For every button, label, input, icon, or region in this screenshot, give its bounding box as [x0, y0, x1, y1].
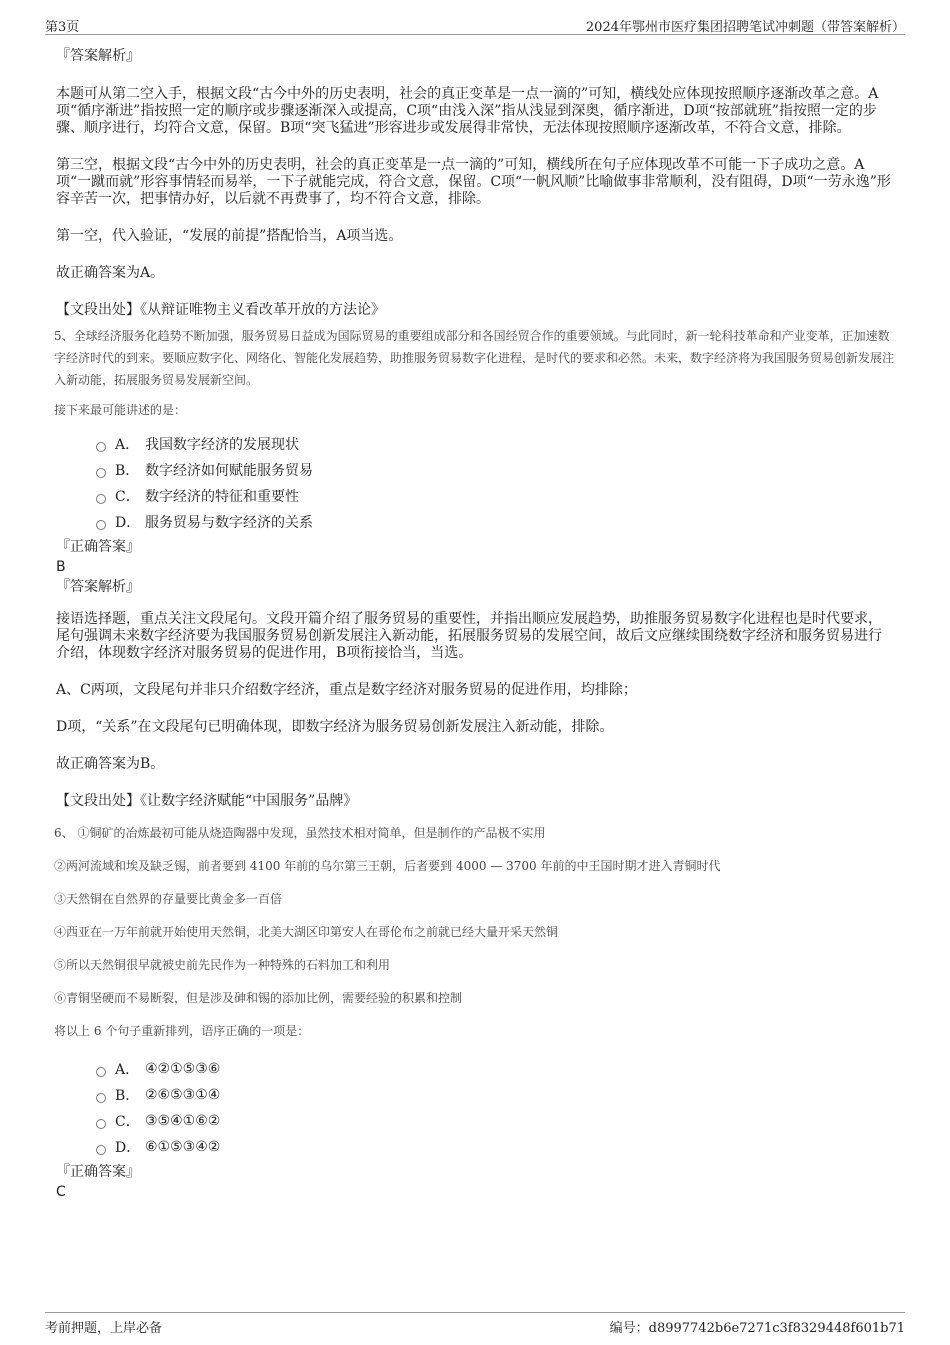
- q6-options: [56, 1056, 894, 1160]
- q4-explain-para3: 第一空，代入验证，“发展的前提”搭配恰当，A项当选。: [56, 228, 403, 244]
- q6-prompt: 将以上 6 个句子重新排列，语序正确的一项是：: [54, 1024, 310, 1038]
- q5-option-c[interactable]: C． 数字经济的特征和重要性: [96, 483, 894, 509]
- q5-option-b[interactable]: B． 数字经济如何赋能服务贸易: [96, 457, 894, 483]
- q4-explain-header: 『答案解析』: [56, 48, 140, 64]
- page-header: [45, 12, 905, 35]
- q5-option-a[interactable]: A． 我国数字经济的发展现状: [96, 431, 894, 457]
- q4-explain-para2: 第三空，根据文段“古今中外的历史表明，社会的真正变革是一点一滴的”可知，横线所在句子应体现改革不可能一下子成功之意。A项“一蹴而就”形容事情轻而易举，一下子就能完成，符合文意，保留。C项“一帆风顺”比喻做事非常顺利，没有阻碍，D项“一劳永逸”形容辛苦一次，把事情办好，以后就不再费事了，均不符合文意，排除。: [56, 157, 891, 207]
- q6-sentence-5: ⑤所以天然铜很早就被史前先民作为一种特殊的石料加工和利用: [54, 958, 391, 972]
- document-title: 2024年鄂州市医疗集团招聘笔试冲刺题（带答案解析）: [585, 20, 905, 35]
- page-number: 第3页: [45, 20, 80, 35]
- q5-explain-para2: A、C两项，文段尾句并非只介绍数字经济，重点是数字经济对服务贸易的促进作用，均排除；: [56, 682, 637, 698]
- q6-option-d[interactable]: D． ⑥①⑤③④②: [96, 1134, 894, 1160]
- q5-source: 【文段出处】《让数字经济赋能“中国服务”品牌》: [56, 793, 358, 809]
- radio-icon[interactable]: [96, 1093, 106, 1103]
- q6-answer: C: [56, 1184, 66, 1200]
- q5-explain-para4: 故正确答案为B。: [56, 756, 165, 772]
- q5-explain-header: 『答案解析』: [56, 579, 140, 595]
- q6-sentence-1: 6、 ①铜矿的冶炼最初可能从烧造陶器中发现，虽然技术相对简单，但是制作的产品极不实用: [54, 826, 546, 840]
- q4-explain-para1: 本题可从第二空入手，根据文段“古今中外的历史表明，社会的真正变革是一点一滴的”可知，横线处应体现按照顺序逐渐改革之意。A项“循序渐进”指按照一定的顺序或步骤逐渐深入或提高，C项“由浅入深”指从浅显到深奥，循序渐进，D项“按部就班”指按照一定的步骤、顺序进行，均符合文意，保留。B项“突飞猛进”形容进步或发展得非常快，无法体现按照顺序逐渐改革，不符合文意，排除。: [56, 86, 879, 136]
- q5-explain-para3: D项，“关系”在文段尾句已明确体现，即数字经济为服务贸易创新发展注入新动能，排除。: [56, 719, 614, 735]
- q5-explain-para1: 接语选择题，重点关注文段尾句。文段开篇介绍了服务贸易的重要性，并指出顺应发展趋势，助推服务贸易数字化进程也是时代要求，尾句强调未来数字经济要为我国服务贸易创新发展注入新动能，拓展服务贸易的发展空间，故后文应继续围绕数字经济和服务贸易进行介绍，体现数字经济对服务贸易的促进作用，B项衔接恰当，当选。: [56, 611, 882, 661]
- footer-slogan: 考前押题，上岸必备: [45, 1321, 163, 1336]
- radio-icon[interactable]: [96, 1145, 106, 1155]
- q6-option-c[interactable]: C． ③⑤④①⑥②: [96, 1108, 894, 1134]
- radio-icon[interactable]: [96, 1119, 106, 1129]
- document-code: 编号：d8997742b6e7271c3f8329448f601b71: [609, 1321, 905, 1336]
- q4-source: 【文段出处】《从辩证唯物主义看改革开放的方法论》: [56, 302, 385, 318]
- q5-stem: 5、全球经济服务化趋势不断加强，服务贸易日益成为国际贸易的重要组成部分和各国经贸合作的重要领域。与此同时，新一轮科技革命和产业变革，正加速数字经济时代的到来。要顺应数字化、网络化、智能化发展趋势，助推服务贸易数字化进程，是时代的要求和必然。未来，数字经济将为我国服务贸易创新发展注入新动能，拓展服务贸易发展新空间。: [54, 329, 895, 387]
- page-footer: [45, 1312, 905, 1337]
- q6-option-a[interactable]: A． ④②①⑤③⑥: [96, 1056, 894, 1082]
- radio-icon[interactable]: [96, 468, 106, 478]
- q6-answer-header: 『正确答案』: [56, 1164, 140, 1180]
- q6-sentence-6: ⑥青铜坚硬而不易断裂，但是涉及砷和锡的添加比例，需要经验的积累和控制: [54, 991, 463, 1005]
- q6-sentence-2: ②两河流域和埃及缺乏锡，前者要到 4100 年前的乌尔第三王朝，后者要到 4000 — 3700 年前的中王国时期才进入青铜时代: [54, 859, 721, 873]
- q6-sentence-3: ③天然铜在自然界的存量要比黄金多一百倍: [54, 892, 283, 906]
- q5-option-d[interactable]: D． 服务贸易与数字经济的关系: [96, 509, 894, 535]
- q4-explain-para4: 故正确答案为A。: [56, 265, 165, 281]
- q5-options: [56, 431, 894, 535]
- q6-option-b[interactable]: B． ②⑥⑤③①④: [96, 1082, 894, 1108]
- radio-icon[interactable]: [96, 520, 106, 530]
- q5-answer: B: [56, 559, 66, 575]
- q5-prompt: 接下来最可能讲述的是：: [54, 403, 187, 417]
- radio-icon[interactable]: [96, 442, 106, 452]
- radio-icon[interactable]: [96, 494, 106, 504]
- radio-icon[interactable]: [96, 1067, 106, 1077]
- q5-answer-header: 『正确答案』: [56, 539, 140, 555]
- q6-sentence-4: ④西亚在一万年前就开始使用天然铜，北美大湖区印第安人在哥伦布之前就已经大量开采天然铜: [54, 925, 559, 939]
- document-body: [56, 38, 894, 1202]
